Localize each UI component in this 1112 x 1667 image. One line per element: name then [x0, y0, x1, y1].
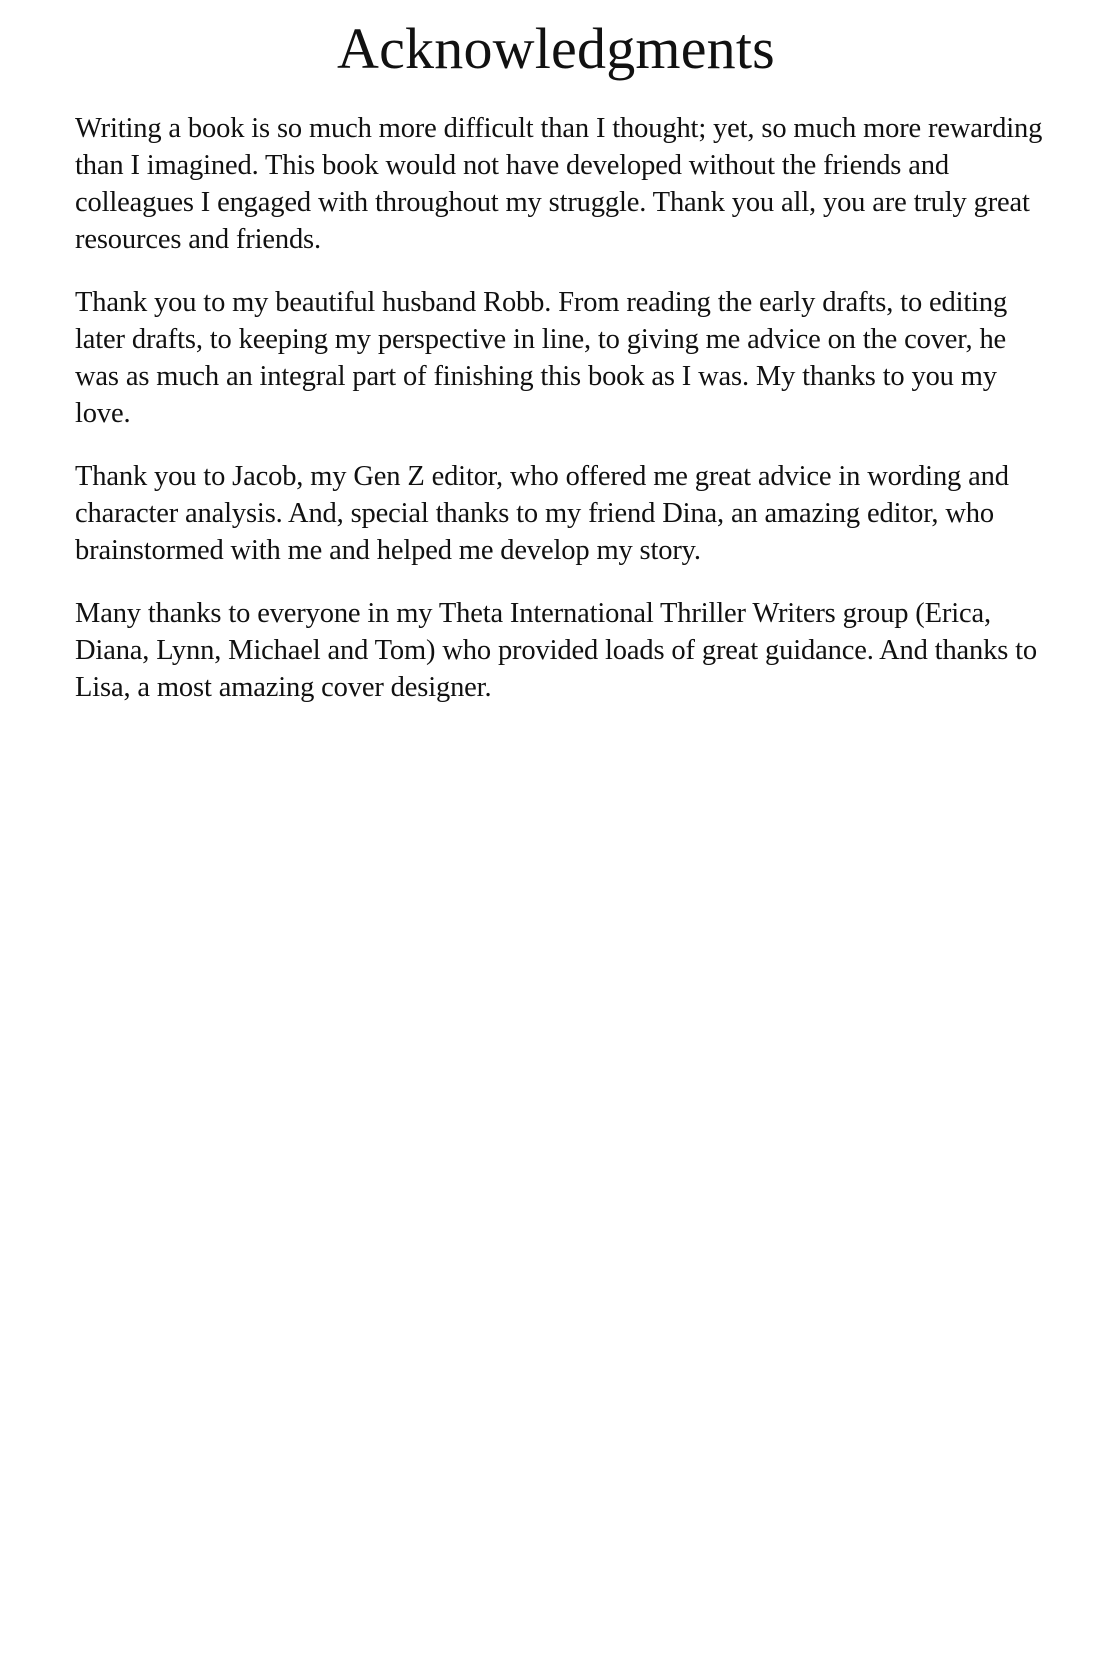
- paragraph-1: Writing a book is so much more difficult than I thought; yet, so much more rewarding than I imagined. This book would not have developed without the friends and colleagues I engaged with throughout my struggle. Thank you all, you are truly great resources and friends.: [75, 113, 1043, 255]
- paragraph-2: Thank you to my beautiful husband Robb. From reading the early drafts, to editing later drafts, to keeping my perspective in line, to giving me advice on the cover, he was as much an integral part of finishing this book as I was. My thanks to you my love.: [75, 287, 1008, 429]
- page-title: Acknowledgments: [337, 16, 775, 81]
- acknowledgments-body: [75, 110, 1050, 732]
- paragraph-4: Many thanks to everyone in my Theta International Thriller Writers group (Erica, Diana, Lynn, Michael and Tom) who provided loads of great guidance. And thanks to Lisa, a most amazing cover designer.: [75, 598, 1038, 703]
- paragraph-3: Thank you to Jacob, my Gen Z editor, who offered me great advice in wording and character analysis. And, special thanks to my friend Dina, an amazing editor, who brainstormed with me and helped me develop my story.: [75, 461, 1009, 566]
